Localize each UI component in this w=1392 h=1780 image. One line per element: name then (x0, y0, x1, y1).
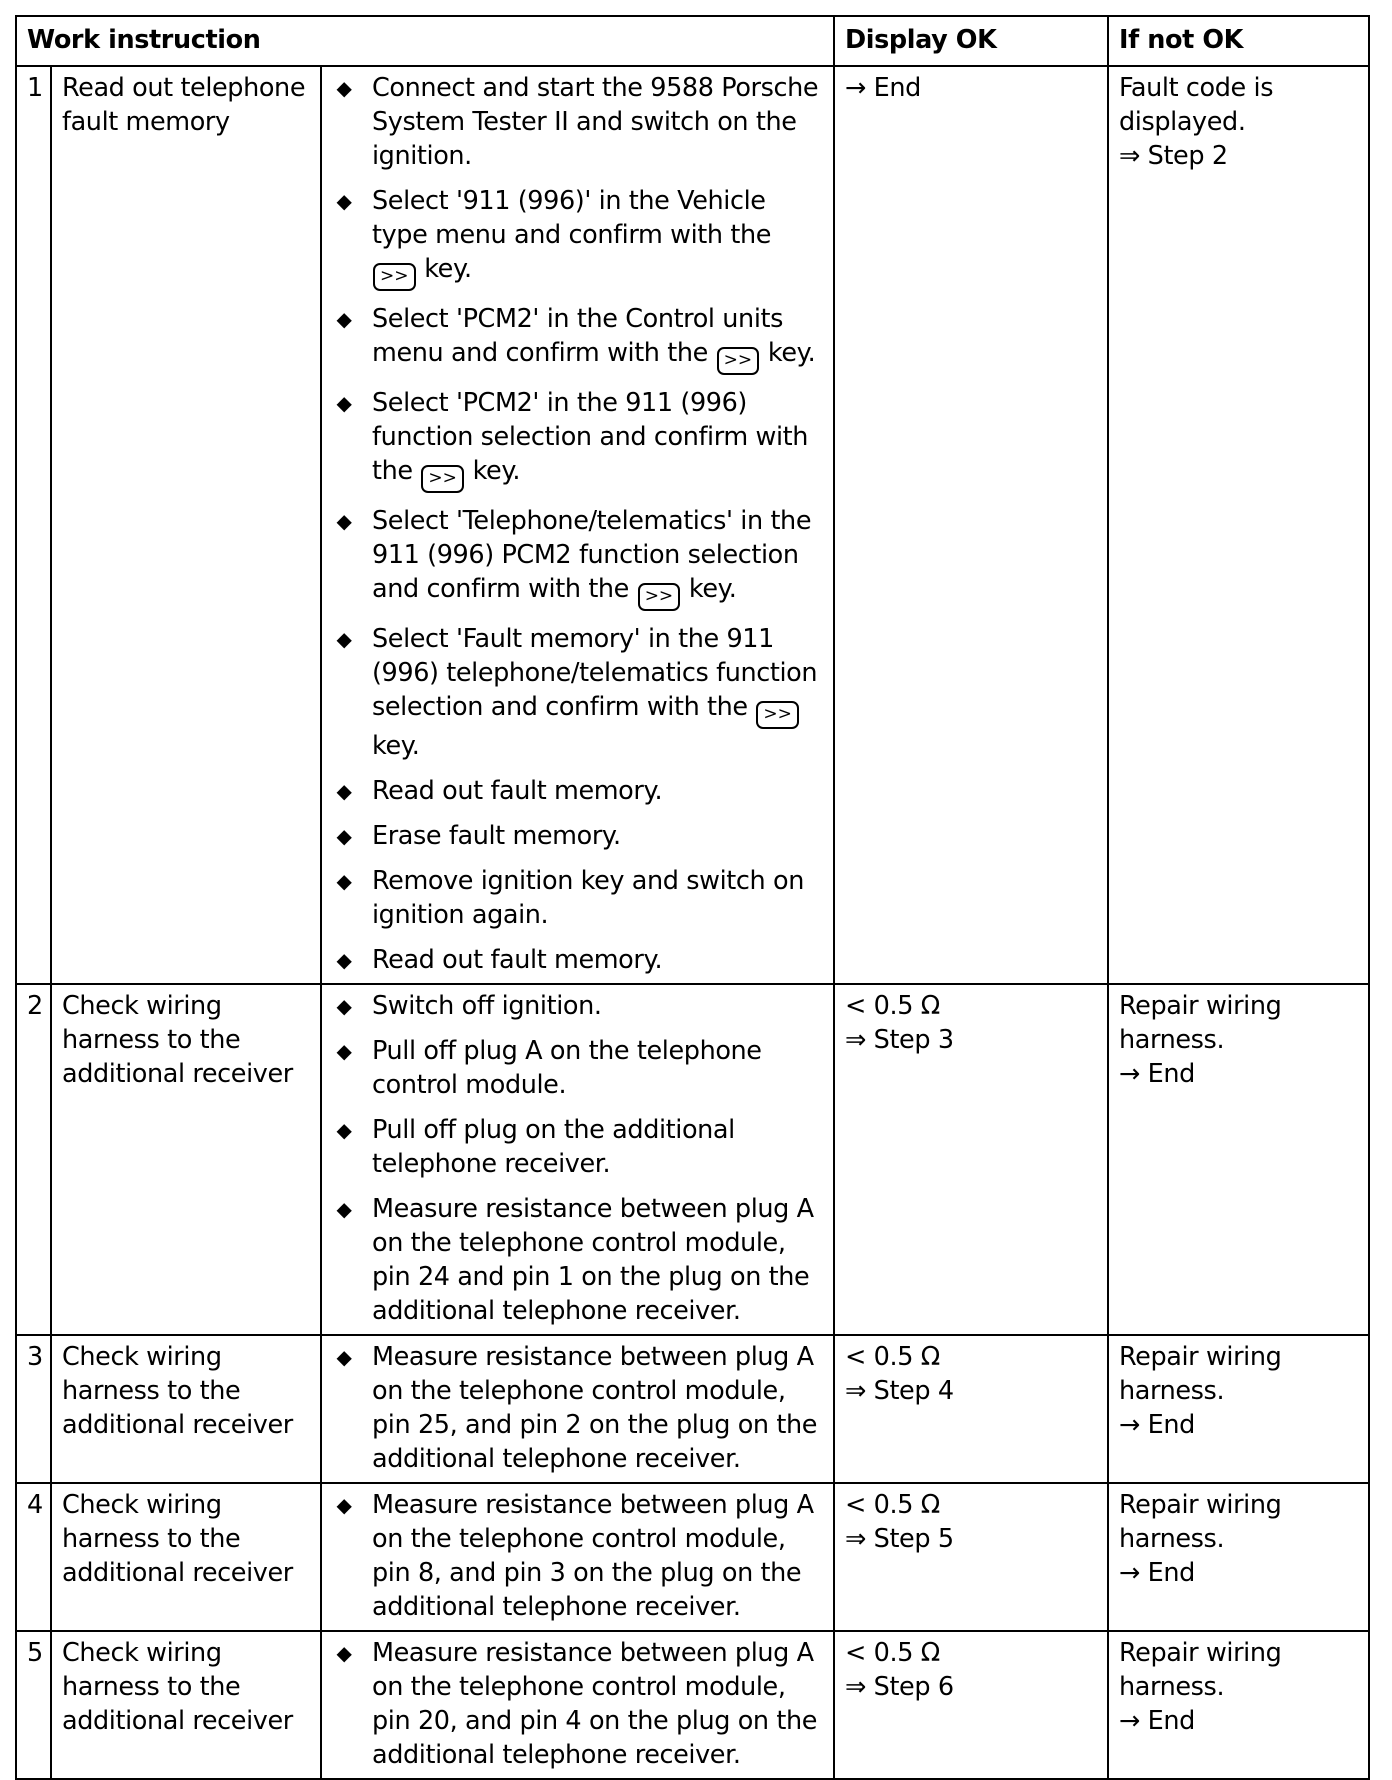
table-header-row (16, 16, 1369, 66)
instruction-text: Switch off ignition. (372, 991, 602, 1021)
if-not-ok-text: → End (1119, 1410, 1195, 1440)
instruction-list (332, 1488, 823, 1624)
if-not-ok-text: → End (1119, 1558, 1195, 1588)
instruction-text: Measure resistance between plug A on the telephone control module, pin 20, and pin 4 on the plug on the additional telephone receiver. (372, 1638, 818, 1770)
work-instruction-table (15, 15, 1370, 1780)
instruction-text: Pull off plug A on the telephone control module. (372, 1036, 762, 1100)
display-ok-text: ⇒ Step 4 (845, 1376, 954, 1406)
forward-key-icon: >> (421, 465, 464, 493)
diamond-bullet-icon: ◆ (336, 391, 352, 415)
display-ok-text: ⇒ Step 6 (845, 1672, 954, 1702)
display-ok-text: < 0.5 Ω (845, 991, 940, 1021)
diamond-bullet-icon: ◆ (336, 1197, 352, 1221)
list-item (332, 71, 823, 173)
table-row (16, 1631, 1369, 1779)
list-item (332, 1488, 823, 1624)
display-ok-cell (834, 1335, 1108, 1483)
diamond-bullet-icon: ◆ (336, 509, 352, 533)
instruction-text: Erase fault memory. (372, 821, 621, 851)
if-not-ok-text: Repair wiring harness. (1119, 991, 1282, 1055)
diamond-bullet-icon: ◆ (336, 189, 352, 213)
diamond-bullet-icon: ◆ (336, 824, 352, 848)
list-item (332, 302, 823, 375)
instruction-list (332, 1636, 823, 1772)
display-ok-text: < 0.5 Ω (845, 1490, 940, 1520)
table-row (16, 66, 1369, 984)
diamond-bullet-icon: ◆ (336, 1493, 352, 1517)
display-ok-text: < 0.5 Ω (845, 1638, 940, 1668)
diamond-bullet-icon: ◆ (336, 994, 352, 1018)
display-ok-text: ⇒ Step 5 (845, 1524, 954, 1554)
instruction-text: Measure resistance between plug A on the telephone control module, pin 8, and pin 3 on the plug on the additional telephone receiver. (372, 1490, 814, 1622)
list-item (332, 819, 823, 853)
list-item (332, 864, 823, 932)
instruction-text: Measure resistance between plug A on the telephone control module, pin 25, and pin 2 on the plug on the additional telephone receiver. (372, 1342, 818, 1474)
diamond-bullet-icon: ◆ (336, 869, 352, 893)
step-number: 2 (16, 984, 51, 1335)
list-item (332, 1636, 823, 1772)
diamond-bullet-icon: ◆ (336, 1118, 352, 1142)
step-instructions (321, 984, 834, 1335)
list-item (332, 774, 823, 808)
if-not-ok-cell (1108, 1483, 1369, 1631)
diamond-bullet-icon: ◆ (336, 1641, 352, 1665)
instruction-text: Read out fault memory. (372, 945, 663, 975)
step-title: Check wiring harness to the additional receiver (51, 1483, 321, 1631)
list-item (332, 386, 823, 493)
header-display-ok: Display OK (834, 16, 1108, 66)
display-ok-cell (834, 1631, 1108, 1779)
instruction-text: Select 'Fault memory' in the 911 (996) telephone/telematics function selection and confirm with the (372, 624, 818, 722)
list-item (332, 622, 823, 763)
instruction-text: Select 'PCM2' in the 911 (996) function selection and confirm with the (372, 388, 808, 486)
step-instructions (321, 1483, 834, 1631)
instruction-list (332, 989, 823, 1328)
if-not-ok-cell (1108, 984, 1369, 1335)
instruction-text-suffix: key. (372, 731, 420, 761)
table-row (16, 984, 1369, 1335)
step-number: 3 (16, 1335, 51, 1483)
instruction-text-suffix: key. (424, 254, 472, 284)
diamond-bullet-icon: ◆ (336, 627, 352, 651)
display-ok-cell (834, 66, 1108, 984)
step-instructions (321, 1631, 834, 1779)
diamond-bullet-icon: ◆ (336, 779, 352, 803)
forward-key-icon: >> (756, 701, 799, 729)
instruction-text-suffix: key. (472, 456, 521, 486)
display-ok-text: ⇒ Step 3 (845, 1025, 954, 1055)
instruction-text-suffix: key. (688, 574, 737, 604)
list-item (332, 504, 823, 611)
instruction-text: Select '911 (996)' in the Vehicle type menu and confirm with the (372, 186, 771, 250)
diamond-bullet-icon: ◆ (336, 948, 352, 972)
step-title: Check wiring harness to the additional receiver (51, 1335, 321, 1483)
step-title: Check wiring harness to the additional receiver (51, 984, 321, 1335)
header-if-not-ok: If not OK (1108, 16, 1369, 66)
forward-key-icon: >> (373, 263, 416, 291)
instruction-text: Connect and start the 9588 Porsche System Tester II and switch on the ignition. (372, 73, 819, 171)
if-not-ok-cell (1108, 1335, 1369, 1483)
step-number: 1 (16, 66, 51, 984)
if-not-ok-text: Repair wiring harness. (1119, 1638, 1282, 1702)
instruction-text: Select 'Telephone/telematics' in the 911 (996) PCM2 function selection and confirm with the (372, 506, 812, 604)
if-not-ok-text: Repair wiring harness. (1119, 1490, 1282, 1554)
diamond-bullet-icon: ◆ (336, 1039, 352, 1063)
instruction-text-suffix: key. (767, 338, 816, 368)
instruction-text: Select 'PCM2' in the Control units menu and confirm with the (372, 304, 783, 368)
list-item (332, 1113, 823, 1181)
if-not-ok-cell (1108, 66, 1369, 984)
forward-key-icon: >> (638, 583, 681, 611)
display-ok-text: → End (845, 73, 921, 103)
display-ok-cell (834, 1483, 1108, 1631)
if-not-ok-text: → End (1119, 1059, 1195, 1089)
list-item (332, 1034, 823, 1102)
step-number: 4 (16, 1483, 51, 1631)
table-row (16, 1483, 1369, 1631)
instruction-text: Pull off plug on the additional telephone receiver. (372, 1115, 735, 1179)
diamond-bullet-icon: ◆ (336, 76, 352, 100)
if-not-ok-cell (1108, 1631, 1369, 1779)
list-item (332, 184, 823, 291)
if-not-ok-text: → End (1119, 1706, 1195, 1736)
table-body (16, 66, 1369, 1779)
step-instructions (321, 1335, 834, 1483)
instruction-text: Read out fault memory. (372, 776, 663, 806)
display-ok-text: < 0.5 Ω (845, 1342, 940, 1372)
list-item (332, 1192, 823, 1328)
list-item (332, 1340, 823, 1476)
list-item (332, 943, 823, 977)
list-item (332, 989, 823, 1023)
if-not-ok-text: Fault code is displayed. (1119, 73, 1274, 137)
instruction-list (332, 1340, 823, 1476)
step-number: 5 (16, 1631, 51, 1779)
step-instructions (321, 66, 834, 984)
step-title: Check wiring harness to the additional receiver (51, 1631, 321, 1779)
step-title: Read out telephone fault memory (51, 66, 321, 984)
instruction-text: Measure resistance between plug A on the telephone control module, pin 24 and pin 1 on the plug on the additional telephone receiver. (372, 1194, 814, 1326)
display-ok-cell (834, 984, 1108, 1335)
table-row (16, 1335, 1369, 1483)
instruction-list (332, 71, 823, 977)
work-instruction-page (15, 15, 1368, 1780)
header-work-instruction: Work instruction (16, 16, 834, 66)
instruction-text: Remove ignition key and switch on ignition again. (372, 866, 804, 930)
diamond-bullet-icon: ◆ (336, 1345, 352, 1369)
forward-key-icon: >> (717, 347, 760, 375)
if-not-ok-text: ⇒ Step 2 (1119, 141, 1228, 171)
diamond-bullet-icon: ◆ (336, 307, 352, 331)
if-not-ok-text: Repair wiring harness. (1119, 1342, 1282, 1406)
